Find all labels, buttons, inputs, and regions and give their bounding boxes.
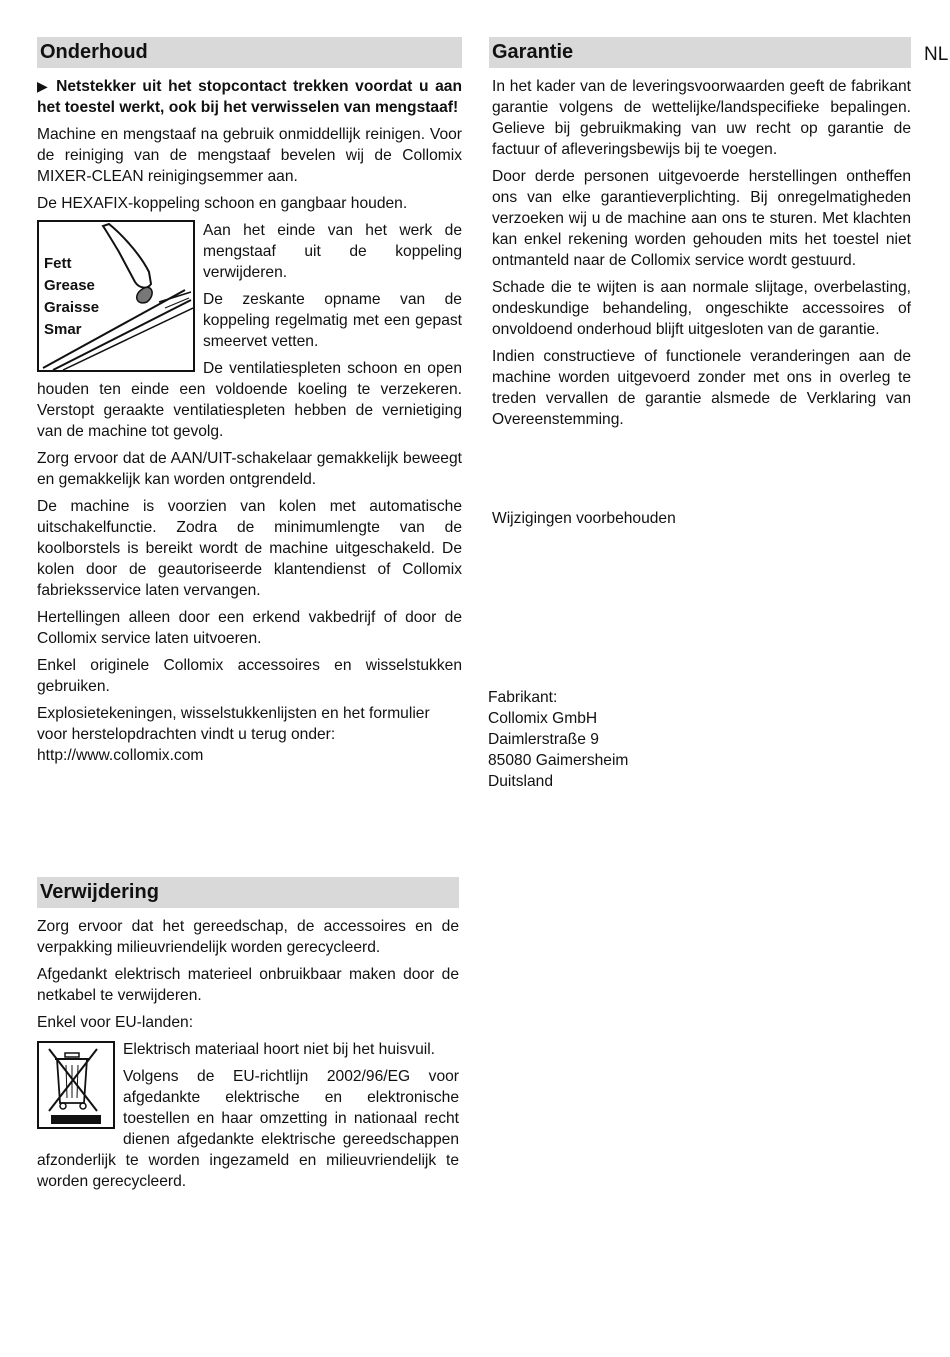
arrow-bullet-icon: ▶ xyxy=(37,78,51,94)
paragraph: Zorg ervoor dat de AAN/UIT-schakelaar gemakkelijk beweegt en gemakkelijk kan worden ontgrendeld. xyxy=(37,450,462,488)
grease-illustration xyxy=(37,220,195,372)
paragraph: De zeskante opname van de koppeling regelmatig met een gepast smeervet vetten. xyxy=(203,291,462,350)
section-onderhoud xyxy=(37,37,462,772)
paragraph: De machine is voorzien van kolen met automatische uitschakelfunctie. Zodra de minimumlengte van de koolborstels is bereikt wordt de machine uitgeschakeld. De kolen door de geautoriseerde klantendienst of Collomix fabrieksservice laten vervangen. xyxy=(37,498,462,599)
crossed-bin-icon xyxy=(39,1043,113,1127)
image-label: Fett xyxy=(44,255,72,272)
paragraph: Volgens de EU-richtlijn 2002/96/EG voor afgedankte elektrische en elektronische toestellen en haar omzetting in nationaal recht dienen afgedankte elektrische gereedschappen afzonderlijk te worden ingezameld en milieuvriendelijk te worden gerecycleerd. xyxy=(37,1068,459,1190)
changes-reserved-note: Wijzigingen voorbehouden xyxy=(492,510,676,527)
paragraph: In het kader van de leveringsvoorwaarden geeft de fabrikant garantie volgens de wettelijke/landspecifieke bepalingen. Gelieve bij gebruikmaking van uw recht op garantie de factuur of afleveringsbewijs bij te voegen. xyxy=(492,78,911,158)
image-label: Graisse xyxy=(44,299,100,316)
manufacturer-company: Collomix GmbH xyxy=(488,710,598,727)
manufacturer-address xyxy=(488,687,788,792)
warning-text: Netstekker uit het stopcontact trekken voordat u aan het toestel werkt, ook bij het verwisselen van mengstaaf! xyxy=(37,78,462,116)
paragraph: Enkel voor EU-landen: xyxy=(37,1014,194,1031)
paragraph: Aan het einde van het werk de mengstaaf uit de koppeling verwijderen. xyxy=(203,222,462,281)
garantie-body xyxy=(489,76,911,430)
paragraph: De ventilatiespleten schoon en open houden ten einde een voldoende koeling te verzekeren. Verstopt geraakte ventilatiespleten hebben de vernietiging van de machine tot gevolg. xyxy=(37,360,462,440)
paragraph: Afgedankt elektrisch materieel onbruikbaar maken door de netkabel te verwijderen. xyxy=(37,966,459,1004)
paragraph: Explosietekeningen, wisselstukkenlijsten en het formulier voor herstelopdrachten vindt u terug onder: xyxy=(37,705,430,743)
manufacturer-city: 85080 Gaimersheim xyxy=(488,752,629,769)
paragraph: Zorg ervoor dat het gereedschap, de accessoires en de verpakking milieuvriendelijk worden gerecycleerd. xyxy=(37,918,459,956)
section-title-verwijdering: Verwijdering xyxy=(37,877,459,908)
manufacturer-country: Duitsland xyxy=(488,773,554,790)
paragraph: Hertellingen alleen door een erkend vakbedrijf of door de Collomix service laten uitvoeren. xyxy=(37,609,462,647)
warning-paragraph xyxy=(37,76,462,118)
paragraph: Machine en mengstaaf na gebruik onmiddellijk reinigen. Voor de reiniging van de mengstaaf bevelen wij de Collomix MIXER-CLEAN reinigingsemmer aan. xyxy=(37,126,462,185)
paragraph: Indien constructieve of functionele veranderingen aan de machine worden uitgevoerd zonder met ons in overleg te treden vervallen de garantie alsmede de Verklaring van Overeenstemming. xyxy=(492,348,911,428)
language-tag: NL xyxy=(924,44,949,65)
paragraph: De HEXAFIX-koppeling schoon en gangbaar houden. xyxy=(37,195,408,212)
weee-symbol xyxy=(37,1041,115,1129)
paragraph: Elektrisch materiaal hoort niet bij het huisvuil. xyxy=(123,1041,436,1058)
paragraph: Door derde personen uitgevoerde herstellingen ontheffen ons van elke garantieverplichting. Bij onregelmatigheden verzoeken wij u de machine aan ons te sturen. Met klachten kan enkel rekening worden gehouden mits het toestel niet ontmanteld naar de Collomix service wordt gestuurd. xyxy=(492,168,911,269)
website-link[interactable]: http://www.collomix.com xyxy=(37,747,204,764)
section-verwijdering xyxy=(37,877,459,1198)
image-label: Smar xyxy=(44,321,82,338)
mixer-shaft-icon xyxy=(39,222,193,370)
section-title-garantie: Garantie xyxy=(489,37,911,68)
manufacturer-label: Fabrikant: xyxy=(488,689,558,706)
paragraph: Schade die te wijten is aan normale slijtage, overbelasting, ondeskundige behandeling, ongeschikte accessoires of onvoldoend onderhoud blijft uitgesloten van de garantie. xyxy=(492,279,911,338)
paragraph: Enkel originele Collomix accessoires en wisselstukken gebruiken. xyxy=(37,657,462,695)
section-title-onderhoud: Onderhoud xyxy=(37,37,462,68)
section-garantie xyxy=(489,37,911,436)
manufacturer-street: Daimlerstraße 9 xyxy=(488,731,599,748)
image-label: Grease xyxy=(44,277,95,294)
